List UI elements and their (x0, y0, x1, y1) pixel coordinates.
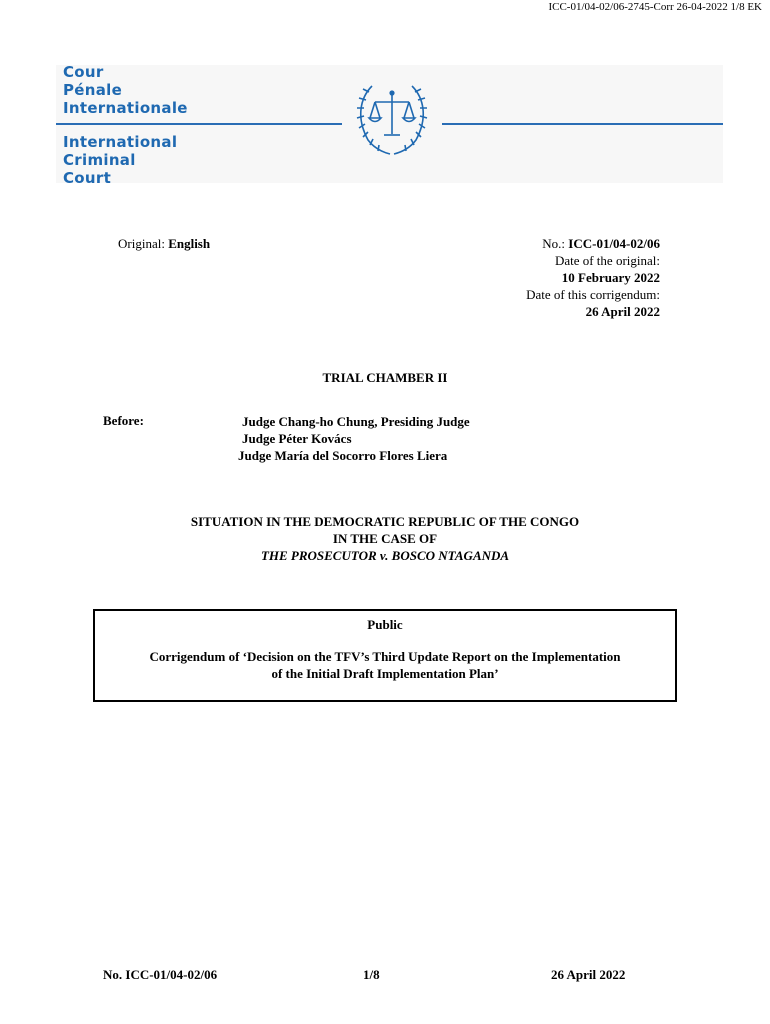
date-original-value: 10 February 2022 (561, 270, 660, 285)
footer-case-number: No. ICC-01/04-02/06 (103, 967, 218, 982)
date-corrigendum-label: Date of this corrigendum: (526, 287, 660, 302)
logo-line: International (63, 133, 178, 151)
original-language (118, 235, 210, 252)
footer-date: 26 April 2022 (551, 967, 626, 982)
logo-line: Internationale (63, 99, 188, 117)
chamber-heading: TRIAL CHAMBER II (322, 370, 448, 385)
scales-of-justice-laurel-icon (342, 78, 442, 158)
original-value: English (168, 236, 211, 251)
logo-line: Pénale (63, 81, 123, 99)
judge-name: Judge Chang-ho Chung, Presiding Judge (242, 414, 470, 429)
judge-name: Judge Péter Kovács (242, 431, 352, 446)
date-original-label: Date of the original: (554, 253, 660, 268)
situation-heading (0, 513, 770, 564)
case-number: ICC-01/04-02/06 (568, 236, 660, 251)
classification-label: Public (367, 617, 403, 632)
document-title (95, 648, 675, 682)
situation-line: IN THE CASE OF (332, 531, 438, 546)
logo-divider-right (442, 123, 723, 125)
case-number-label: No.: (542, 236, 566, 251)
document-reference: ICC-01/04-02/06-2745-Corr 26-04-2022 1/8 EK (548, 1, 762, 13)
footer-page-number: 1/8 (363, 967, 380, 982)
document-title-line: of the Initial Draft Implementation Plan’ (271, 666, 499, 681)
document-title-box (93, 609, 677, 702)
judge-name: Judge María del Socorro Flores Liera (238, 448, 448, 463)
logo-divider-left (56, 123, 342, 125)
logo-line: Criminal (63, 151, 136, 169)
logo-english-name (63, 133, 177, 187)
logo-line: Cour (63, 63, 104, 81)
case-title: THE PROSECUTOR v. BOSCO NTAGANDA (260, 548, 510, 563)
before-label: Before: (103, 413, 144, 428)
date-corrigendum-value: 26 April 2022 (585, 304, 660, 319)
logo-french-name (63, 63, 188, 117)
situation-line: SITUATION IN THE DEMOCRATIC REPUBLIC OF THE CONGO (190, 514, 580, 529)
document-title-line: Corrigendum of ‘Decision on the TFV’s Third Update Report on the Implementation (149, 649, 621, 664)
logo-line: Court (63, 169, 112, 187)
original-label: Original: (118, 236, 165, 251)
case-info-block (526, 235, 660, 320)
judges-list (238, 413, 470, 464)
